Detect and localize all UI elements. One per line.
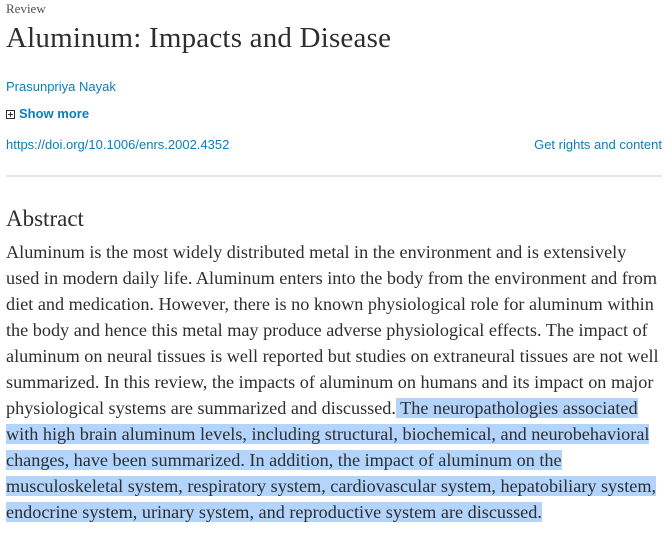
article-header xyxy=(6,0,662,525)
doi-row xyxy=(6,136,662,154)
abstract-text: Aluminum is the most widely distributed metal in the environment and is extensively used in modern daily life. Aluminum enters into the body from the environment and from diet and medication. However, there is no known physiological role for aluminum within the body and hence this metal may produce adverse physiological effects. The impact of aluminum on neural tissues is well reported but studies on extraneural tissues are not well summarized. In this review, the impacts of aluminum on humans and its impact on major physiological systems are summarized and discussed. xyxy=(6,242,659,418)
show-more-label: Show more xyxy=(19,106,90,121)
plus-icon xyxy=(6,110,15,119)
doi-link[interactable]: https://doi.org/10.1006/enrs.2002.4352 xyxy=(6,137,230,152)
rights-link[interactable]: Get rights and content xyxy=(534,137,662,152)
abstract-body xyxy=(6,239,662,525)
show-more-button[interactable] xyxy=(6,105,662,123)
article-title: Aluminum: Impacts and Disease xyxy=(6,22,392,54)
selected-text: The neuropathologies associated with high brain aluminum levels, including structural, biochemical, and neurobehavioral changes, have been summarized. In addition, the impact of aluminum on the musculoskeletal system, respiratory system, cardiovascular system, hepatobiliary system, endocrine system, urinary system, and reproductive system are discussed. xyxy=(6,398,657,522)
author-list xyxy=(6,78,662,96)
article-type: Review xyxy=(6,1,46,16)
abstract-heading: Abstract xyxy=(6,206,84,231)
divider xyxy=(6,175,662,177)
author-link[interactable]: Prasunpriya Nayak xyxy=(6,79,116,94)
